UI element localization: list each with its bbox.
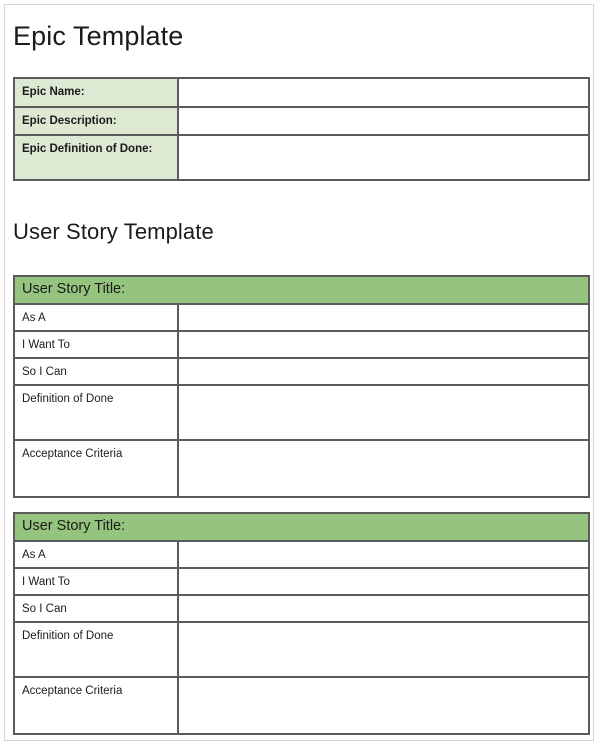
i-want-to-label: I Want To [15,569,179,594]
table-row [15,108,588,136]
as-a-field[interactable] [179,305,588,330]
definition-of-done-field[interactable] [179,623,588,676]
table-row [15,542,588,569]
page-title-epic-template: Epic Template [13,21,184,51]
definition-of-done-label: Definition of Done [15,386,179,439]
table-row [15,596,588,623]
as-a-label: As A [15,305,179,330]
acceptance-criteria-label: Acceptance Criteria [15,441,179,496]
epic-name-field[interactable] [179,79,588,106]
i-want-to-field[interactable] [179,332,588,357]
acceptance-criteria-label: Acceptance Criteria [15,678,179,733]
table-row [15,332,588,359]
definition-of-done-label: Definition of Done [15,623,179,676]
epic-name-label: Epic Name: [15,79,179,106]
epic-description-label: Epic Description: [15,108,179,134]
document-page [4,4,594,741]
table-row [15,305,588,332]
user-story-title-header: User Story Title: [15,514,588,542]
table-row [15,136,588,179]
epic-description-field[interactable] [179,108,588,134]
table-row [15,79,588,108]
i-want-to-field[interactable] [179,569,588,594]
so-i-can-label: So I Can [15,359,179,384]
table-row [15,678,588,733]
table-row [15,623,588,678]
table-row [15,569,588,596]
epic-template-table [13,77,590,181]
page-title-user-story-template: User Story Template [13,219,214,244]
so-i-can-field[interactable] [179,359,588,384]
as-a-field[interactable] [179,542,588,567]
acceptance-criteria-field[interactable] [179,441,588,496]
page-content [5,5,593,740]
acceptance-criteria-field[interactable] [179,678,588,733]
epic-definition-of-done-label: Epic Definition of Done: [15,136,179,179]
i-want-to-label: I Want To [15,332,179,357]
so-i-can-label: So I Can [15,596,179,621]
user-story-title-header: User Story Title: [15,277,588,305]
table-row [15,441,588,496]
user-story-table-1 [13,275,590,498]
as-a-label: As A [15,542,179,567]
so-i-can-field[interactable] [179,596,588,621]
user-story-table-2 [13,512,590,735]
table-row [15,359,588,386]
epic-definition-of-done-field[interactable] [179,136,588,179]
definition-of-done-field[interactable] [179,386,588,439]
table-row [15,386,588,441]
